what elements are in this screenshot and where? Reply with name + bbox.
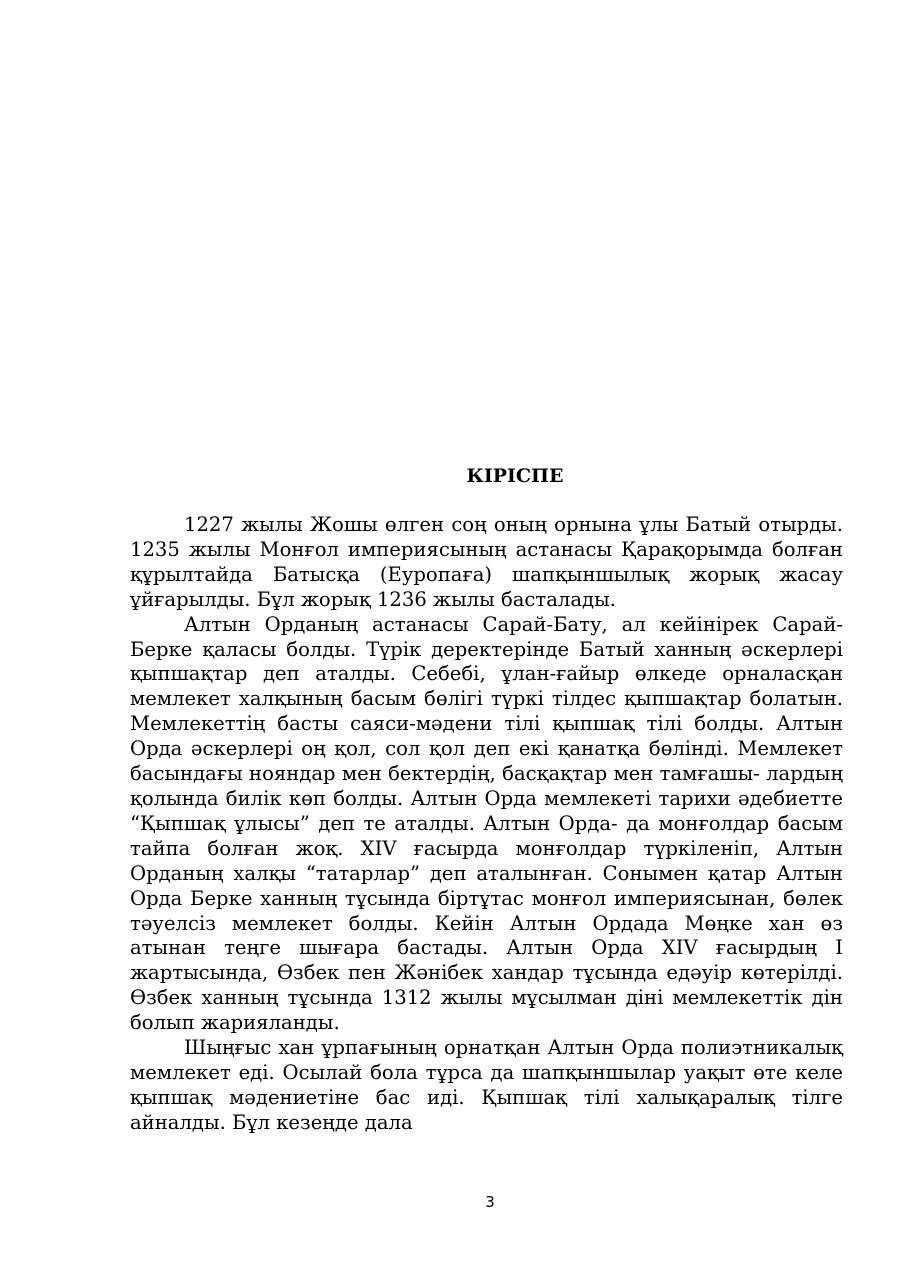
paragraph-3: Шыңғыс хан ұрпағының орнатқан Алтын Орда полиэтникалық мемлекет еді. Осылай бола тұрса да шапқыншылар уақыт өте келе қыпшақ мәдениетіне бас иді. Қыпшақ тілі халықаралық тілге айналды. Бұл кезеңде дала [130, 1036, 843, 1134]
page-number: 3 [485, 1193, 495, 1211]
section-heading: КІРІСПЕ [466, 465, 564, 487]
paragraph-1: 1227 жылы Жошы өлген соң оның орнына ұлы Батый отырды. 1235 жылы Монғол империясының астанасы Қарақорымда болған құрылтайда Батысқа (Еуропаға) шапқыншылық жорық жасау ұйғарылды. Бұл жорық 1236 жылы басталады. [130, 513, 843, 611]
paragraph-2: Алтын Орданың астанасы Сарай-Бату, ал кейінірек Сарай-Берке қаласы болды. Түрік деректерінде Батый ханның әскерлері қыпшақтар деп аталды. Себебі, ұлан-ғайыр өлкеде орналасқан мемлекет халқының басым бөлігі түркі тілдес қыпшақтар болатын. Мемлекеттің басты саяси-мәдени тілі қыпшақ тілі болды. Алтын Орда әскерлері оң қол, сол қол деп екі қанатқа бөлінді. Мемлекет басындағы нояндар мен бектердің, басқақтар мен тамғашы- лардың қолында билік көп болды. Алтын Орда мемлекеті тарихи әдебиетте “Қыпшақ ұлысы” деп те аталды. Алтын Орда- да монғолдар басым тайпа болған жоқ. XIV ғасырда монғолдар түркіленіп, Алтын Орданың халқы “татарлар” деп аталынған. Сонымен қатар Алтын Орда Берке ханның тұсында біртұтас монғол империясынан, бөлек тәуелсіз мемлекет болды. Кейін Алтын Ордада Мөңке хан өз атынан теңге шығара бастады. Алтын Орда XIV ғасырдың I жартысында, Өзбек пен Жәнібек хандар тұсында едәуір көтерілді. Өзбек ханның тұсында 1312 жылы мұсылман діні мемлекеттік дін болып жарияланды. [130, 612, 843, 1035]
body-text [130, 513, 843, 1136]
